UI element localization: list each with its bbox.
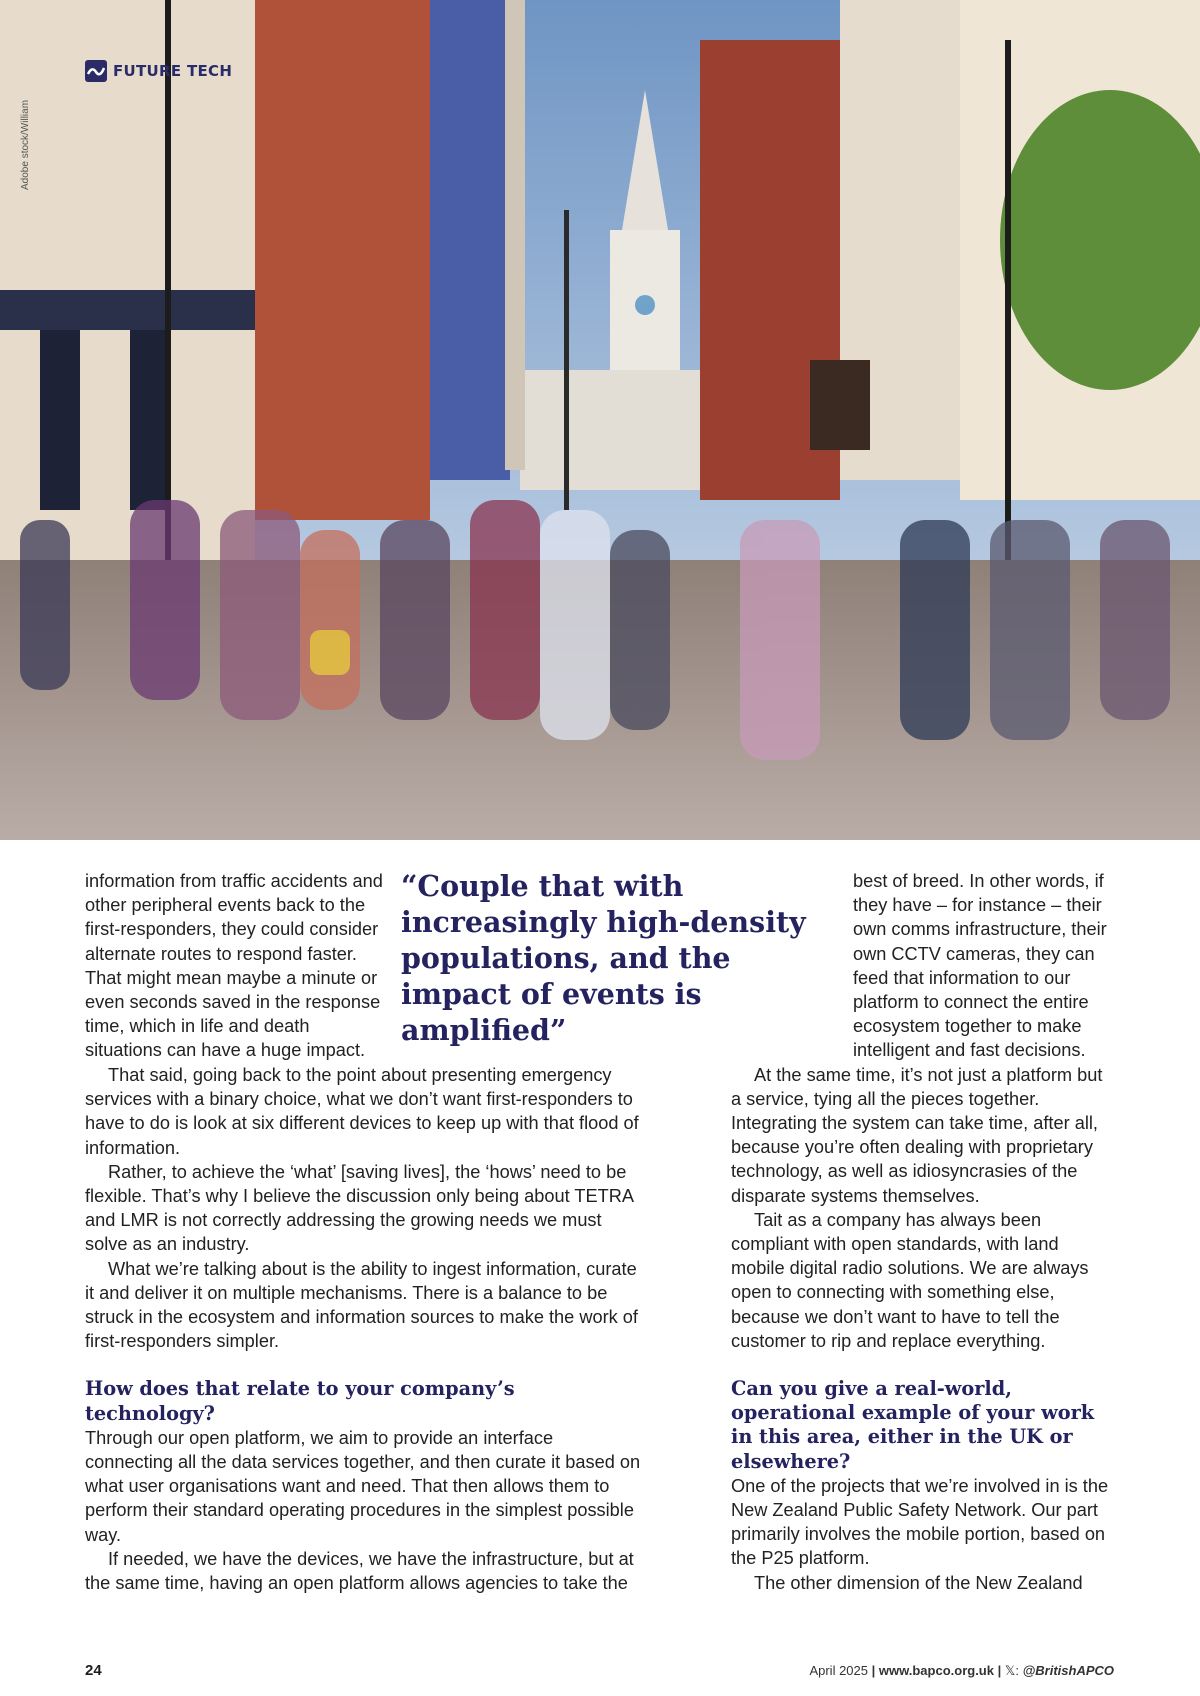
left-paragraph-3: Rather, to achieve the ‘what’ [saving lives], the ‘hows’ need to be flexible. That’s why I believe the discussion only being about TETRA and LMR is not correctly addressing the growing needs we must solve as an industry. <box>85 1161 633 1255</box>
bapco-logo-icon <box>85 60 107 82</box>
right-paragraph-5: The other dimension of the New Zealand <box>754 1572 1083 1593</box>
pull-quote: “Couple that with increasingly high-density populations, and the impact of events is amplified” <box>401 869 806 1047</box>
left-column <box>85 1063 641 1595</box>
left-paragraph-5: Through our open platform, we aim to provide an interface connecting all the data services together, and then curate it based on what user organisations want and need. That then allows them to perform their standard operating procedures in the simplest possible way. <box>85 1427 641 1545</box>
section-tag-label: FUTURE TECH <box>113 62 233 80</box>
left-paragraph-2: That said, going back to the point about presenting emergency services with a binary choice, what we don’t want first-responders to have to do is look at six different devices to keep up with that flood of information. <box>85 1065 639 1158</box>
separator-2: | <box>997 1663 1002 1678</box>
x-social-icon: 𝕏: <box>1004 1663 1019 1678</box>
photo-credit: Adobe stock/William <box>20 99 31 190</box>
right-column <box>731 869 1116 1595</box>
right-paragraph-2: At the same time, it’s not just a platform but a service, tying all the pieces together. Integrating the system can take time, after all, because you’re often dealing with proprietary technology, as well as idiosyncrasies of the disparate systems themselves. <box>731 1064 1103 1206</box>
separator-1: | <box>871 1663 876 1678</box>
social-handle-link[interactable]: @BritishAPCO <box>1022 1663 1114 1678</box>
left-paragraph-6: If needed, we have the devices, we have the infrastructure, but at the same time, having an open platform allows agencies to take the <box>85 1548 634 1594</box>
right-paragraph-1: best of breed. In other words, if they have – for instance – their own comms infrastructure, their own CCTV cameras, they can feed that information to our platform to connect the entire ecosystem together to make intelligent and fast decisions. <box>853 871 1107 1061</box>
right-subheading: Can you give a real-world, operational example of your work in this area, either in the UK or elsewhere? <box>731 1377 1095 1473</box>
left-paragraph-1: information from traffic accidents and other peripheral events back to the first-responders, they could consider alternate routes to respond faster. That might mean maybe a minute or even seconds saved in the response time, which in life and death situations can have a huge impact. <box>85 871 383 1061</box>
section-tag <box>85 60 232 82</box>
street-scene-image <box>0 0 1200 840</box>
footer-info <box>809 1663 1114 1679</box>
left-subheading: How does that relate to your company’s technology? <box>85 1377 515 1425</box>
right-paragraph-4: One of the projects that we’re involved in is the New Zealand Public Safety Network. Our part primarily involves the mobile portion, based on the P25 platform. <box>731 1475 1109 1569</box>
website-link[interactable]: www.bapco.org.uk <box>878 1663 994 1678</box>
left-column-top <box>85 869 385 1063</box>
left-paragraph-4: What we’re talking about is the ability to ingest information, curate it and deliver it on multiple mechanisms. There is a balance to be struck in the ecosystem and information sources to make the work of first-responders simpler. <box>85 1258 638 1352</box>
page-number: 24 <box>85 1662 102 1679</box>
right-paragraph-3: Tait as a company has always been compliant with open standards, with land mobile digital radio solutions. We are always open to connecting with something else, because we don’t want to have to tell the customer to rip and replace everything. <box>731 1209 1089 1351</box>
hero-photo <box>0 0 1200 840</box>
issue-date: April 2025 <box>809 1663 868 1678</box>
